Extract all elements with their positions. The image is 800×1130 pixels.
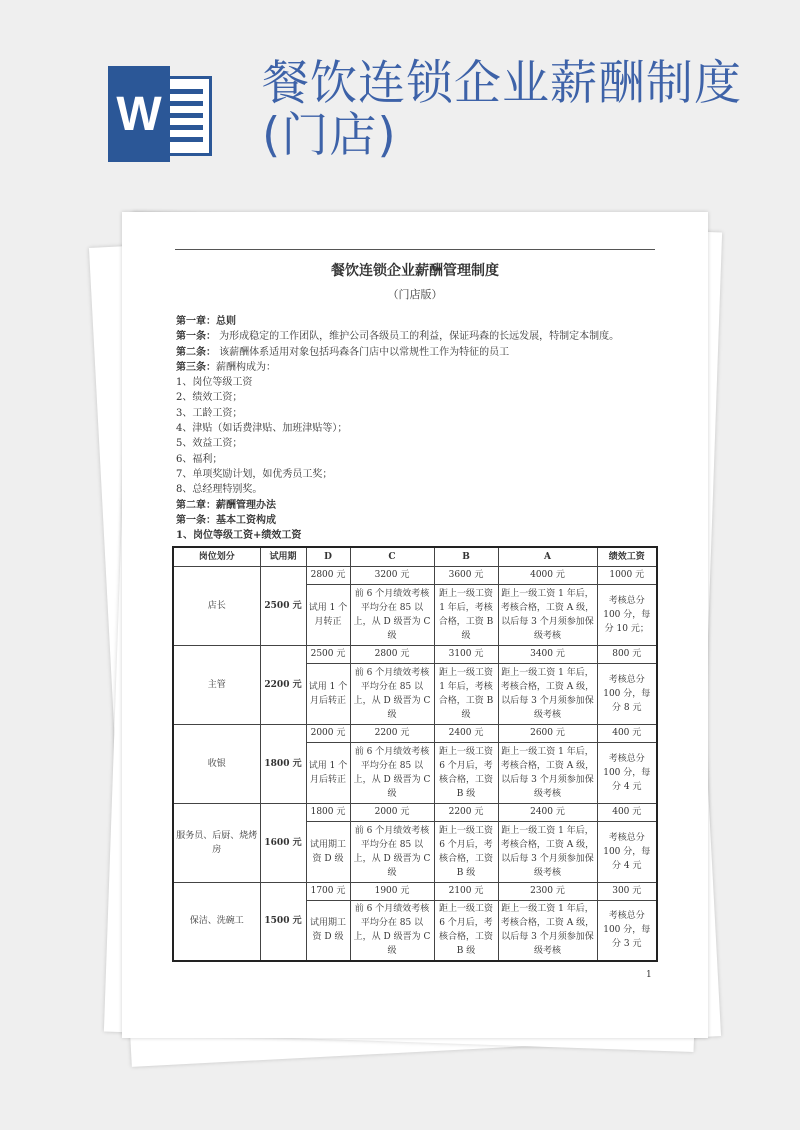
salary-cell: 2400 元 xyxy=(498,803,597,821)
salary-cell: 2600 元 xyxy=(498,724,597,742)
body-line xyxy=(176,528,619,543)
rule-cell: 距上一级工资 1 年后，考核合格，工资 B 级 xyxy=(434,584,498,645)
rule-cell: 考核总分 100 分，每分 8 元 xyxy=(597,663,657,724)
role-cell: 店长 xyxy=(173,566,260,645)
salary-cell: 2200 元 xyxy=(350,724,434,742)
word-icon xyxy=(108,66,212,162)
role-cell: 收银 xyxy=(173,724,260,803)
rule-cell: 考核总分 100 分，每分 3 元 xyxy=(597,900,657,961)
rule-cell: 前 6 个月绩效考核平均分在 85 以上，从 D 级晋为 C 级 xyxy=(350,663,434,724)
trial-salary-cell: 2500 元 xyxy=(260,566,306,645)
rule-cell: 前 6 个月绩效考核平均分在 85 以上，从 D 级晋为 C 级 xyxy=(350,821,434,882)
line-text: 5、效益工资； xyxy=(176,438,243,450)
rule-cell: 距上一级工资 1 年后，考核合格，工资 A 级，以后每 3 个月须参加保级考核 xyxy=(498,821,597,882)
column-header: 岗位划分 xyxy=(173,547,260,566)
table-row xyxy=(173,803,657,821)
column-header: D xyxy=(306,547,350,566)
body-line xyxy=(176,498,619,513)
salary-cell: 3200 元 xyxy=(350,566,434,584)
line-text: 该薪酬体系适用对象包括玛森各门店中以常规性工作为特征的员工 xyxy=(216,346,510,358)
body-line xyxy=(176,436,619,451)
rule-cell: 距上一级工资 1 年后，考核合格，工资 A 级，以后每 3 个月须参加保级考核 xyxy=(498,584,597,645)
body-line xyxy=(176,467,619,482)
trial-salary-cell: 2200 元 xyxy=(260,645,306,724)
salary-cell: 400 元 xyxy=(597,803,657,821)
rule-cell: 距上一级工资 1 年后，考核合格，工资 A 级，以后每 3 个月须参加保级考核 xyxy=(498,663,597,724)
rule-cell: 试用期工资 D 级 xyxy=(306,821,350,882)
line-text: 第一章：总则 xyxy=(176,316,236,327)
rule-cell: 距上一级工资 6 个月后，考核合格，工资 B 级 xyxy=(434,900,498,961)
line-text: 第二章：薪酬管理办法 xyxy=(176,499,276,511)
document-body xyxy=(176,314,619,543)
body-line xyxy=(176,513,619,528)
rule-cell: 考核总分 100 分，每分 4 元 xyxy=(597,742,657,803)
body-line xyxy=(176,329,619,344)
table-header-row xyxy=(173,547,657,566)
body-line xyxy=(176,482,619,497)
salary-cell: 3400 元 xyxy=(498,645,597,663)
rule-cell: 距上一级工资 1 年后，考核合格，工资 A 级，以后每 3 个月须参加保级考核 xyxy=(498,742,597,803)
rule-cell: 距上一级工资 6 个月后，考核合格，工资 B 级 xyxy=(434,821,498,882)
line-text: 1、岗位等级工资 xyxy=(176,377,253,389)
rule-cell: 考核总分 100 分，每分 10 元； xyxy=(597,584,657,645)
rule-cell: 试用期工资 D 级 xyxy=(306,900,350,961)
rule-cell: 距上一级工资 1 年后，考核合格，工资 A 级，以后每 3 个月须参加保级考核 xyxy=(498,900,597,961)
column-header: 绩效工资 xyxy=(597,547,657,566)
body-line xyxy=(176,452,619,467)
salary-cell: 2000 元 xyxy=(306,724,350,742)
body-line xyxy=(176,375,619,390)
salary-cell: 2200 元 xyxy=(434,803,498,821)
article-label: 第二条： xyxy=(176,346,216,358)
line-text: 第一条：基本工资构成 xyxy=(176,514,276,526)
trial-salary-cell: 1800 元 xyxy=(260,724,306,803)
rule-cell: 距上一级工资 1 年后，考核合格，工资 B 级 xyxy=(434,663,498,724)
line-text: 2、绩效工资； xyxy=(176,392,243,404)
rule-cell: 试用 1 个月后转正 xyxy=(306,663,350,724)
salary-cell: 2100 元 xyxy=(434,882,498,900)
column-header: A xyxy=(498,547,597,566)
body-line xyxy=(176,360,619,375)
table-row xyxy=(173,882,657,900)
line-text: 7、单项奖励计划，如优秀员工奖； xyxy=(176,468,333,480)
salary-cell: 2500 元 xyxy=(306,645,350,663)
line-text: 4、津贴（如话费津贴、加班津贴等）； xyxy=(176,423,348,435)
rule-cell: 距上一级工资 6 个月后，考核合格，工资 B 级 xyxy=(434,742,498,803)
salary-cell: 2000 元 xyxy=(350,803,434,821)
body-line xyxy=(176,314,619,329)
table-row xyxy=(173,724,657,742)
line-text: 8、总经理特别奖。 xyxy=(176,484,263,496)
column-header: B xyxy=(434,547,498,566)
salary-cell: 400 元 xyxy=(597,724,657,742)
salary-cell: 2400 元 xyxy=(434,724,498,742)
article-label: 第一条： xyxy=(176,331,216,343)
page-number: 1 xyxy=(646,970,652,980)
body-line xyxy=(176,421,619,436)
column-header: C xyxy=(350,547,434,566)
salary-cell: 1900 元 xyxy=(350,882,434,900)
salary-table xyxy=(172,546,658,962)
rule-cell: 试用 1 个月转正 xyxy=(306,584,350,645)
rule-cell: 前 6 个月绩效考核平均分在 85 以上，从 D 级晋为 C 级 xyxy=(350,900,434,961)
rule-cell: 前 6 个月绩效考核平均分在 85 以上，从 D 级晋为 C 级 xyxy=(350,742,434,803)
word-logo-letter: W xyxy=(108,66,170,162)
salary-cell: 3100 元 xyxy=(434,645,498,663)
salary-cell: 2800 元 xyxy=(306,566,350,584)
line-text: 薪酬构成为： xyxy=(216,361,276,373)
salary-cell: 1000 元 xyxy=(597,566,657,584)
rule-cell: 前 6 个月绩效考核平均分在 85 以上，从 D 级晋为 C 级 xyxy=(350,584,434,645)
document-title: 餐饮连锁企业薪酬管理制度 xyxy=(331,263,499,279)
line-text: 为形成稳定的工作团队，维护公司各级员工的利益，保证玛森的长远发展，特制定本制度。 xyxy=(216,331,620,343)
trial-salary-cell: 1500 元 xyxy=(260,882,306,961)
trial-salary-cell: 1600 元 xyxy=(260,803,306,882)
table-row xyxy=(173,566,657,584)
role-cell: 主管 xyxy=(173,645,260,724)
salary-cell: 2800 元 xyxy=(350,645,434,663)
rule-cell: 考核总分 100 分，每分 4 元 xyxy=(597,821,657,882)
salary-cell: 1700 元 xyxy=(306,882,350,900)
salary-cell: 2300 元 xyxy=(498,882,597,900)
salary-cell: 4000 元 xyxy=(498,566,597,584)
salary-cell: 1800 元 xyxy=(306,803,350,821)
rule-cell: 试用 1 个月后转正 xyxy=(306,742,350,803)
body-line xyxy=(176,390,619,405)
banner-title: 餐饮连锁企业薪酬制度(门店) xyxy=(262,56,742,163)
role-cell: 服务员、后厨、烧烤房 xyxy=(173,803,260,882)
salary-cell: 3600 元 xyxy=(434,566,498,584)
line-text: 3、工龄工资； xyxy=(176,407,243,419)
article-label: 第三条： xyxy=(176,361,216,373)
salary-cell: 800 元 xyxy=(597,645,657,663)
salary-cell: 300 元 xyxy=(597,882,657,900)
table-row xyxy=(173,645,657,663)
line-text: 1、岗位等级工资+绩效工资 xyxy=(176,530,302,542)
role-cell: 保洁、洗碗工 xyxy=(173,882,260,961)
header-rule xyxy=(175,249,655,250)
column-header: 试用期 xyxy=(260,547,306,566)
body-line xyxy=(176,406,619,421)
body-line xyxy=(176,345,619,360)
line-text: 6、福利； xyxy=(176,453,223,465)
document-subtitle: （门店版） xyxy=(387,288,443,301)
